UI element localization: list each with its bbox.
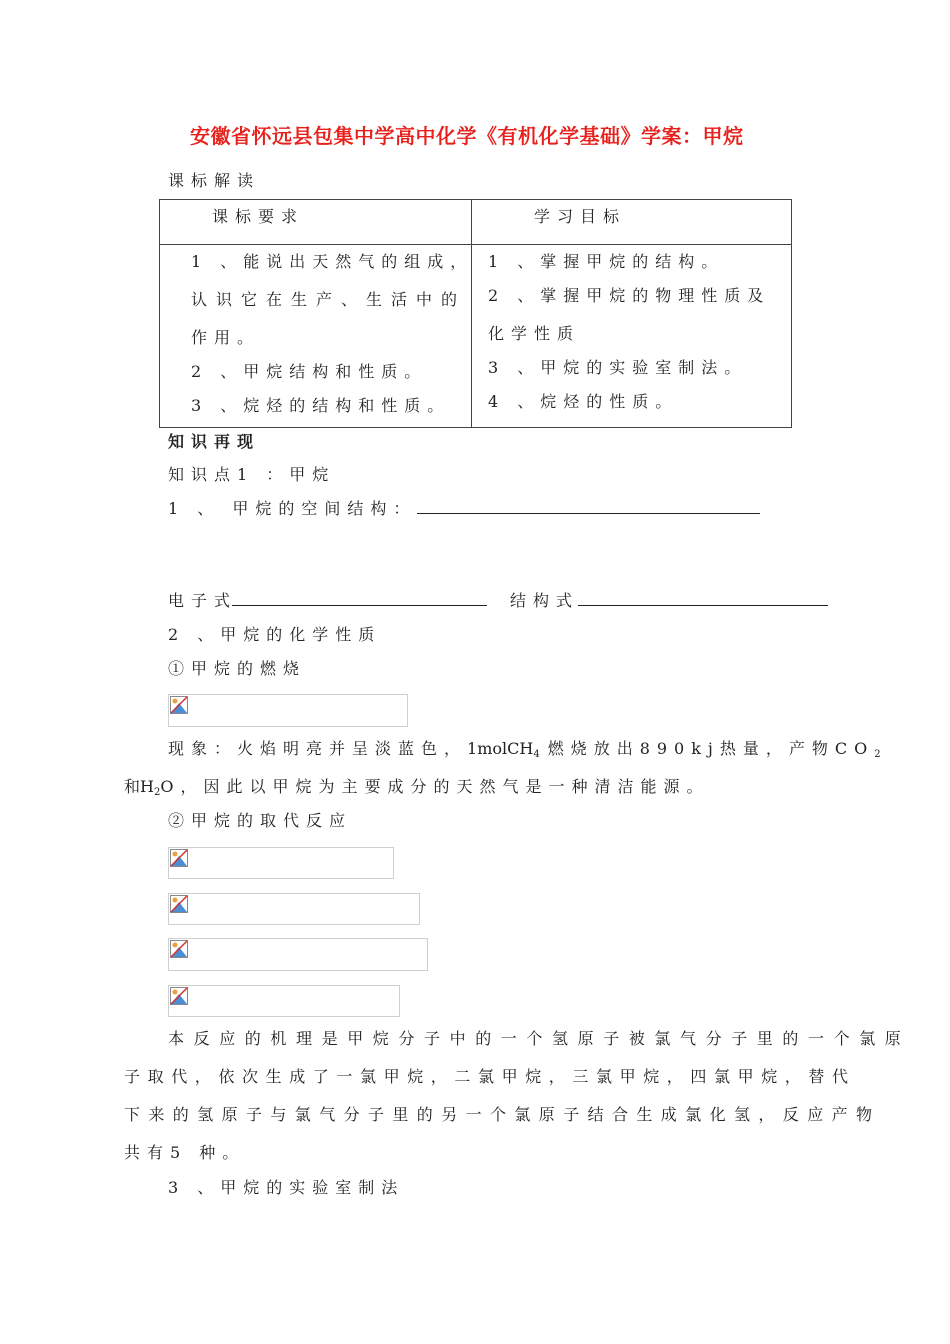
question-2: 2 、甲烷的化学性质: [168, 625, 382, 644]
equation-image-combustion: [168, 694, 408, 727]
equation-image-substitution-1: [168, 847, 394, 879]
h2o-formula: 和H: [124, 777, 154, 796]
objective-line: 化学性质: [488, 324, 581, 343]
requirement-line: 1 、能说出天然气的组成，: [191, 252, 474, 271]
phenomenon-text-2: 燃烧放出890kj热量，产物CO: [547, 739, 875, 758]
answer-blank-structure[interactable]: [417, 513, 760, 514]
equation-image-substitution-4: [168, 985, 400, 1017]
requirement-line: 作用。: [191, 328, 261, 347]
h2o-subscript: 2: [153, 787, 161, 798]
broken-image-icon: [170, 696, 188, 714]
mechanism-line: 本反应的机理是甲烷分子中的一个氢原子被氯气分子里的一个氯原: [168, 1029, 911, 1048]
knowledge-point-1: 知识点1 ：甲烷: [168, 465, 336, 484]
standards-table: [159, 199, 792, 428]
requirement-line: 认识它在生产、生活中的: [191, 290, 467, 309]
phenomenon-text: 现象：火焰明亮并呈淡蓝色，: [168, 739, 468, 758]
combustion-heading: ①甲烷的燃烧: [168, 659, 307, 678]
phenomenon-line-1: [168, 736, 881, 760]
ch4-subscript: 4: [533, 749, 540, 760]
mechanism-line: 子取代，依次生成了一氯甲烷，二氯甲烷，三氯甲烷，四氯甲烷，替代: [124, 1067, 856, 1086]
equation-image-substitution-3: [168, 938, 428, 971]
objective-line: 3 、甲烷的实验室制法。: [488, 358, 748, 377]
question-1-text: 1 、 甲烷的空间结构：: [168, 499, 417, 518]
co2-subscript: 2: [874, 749, 881, 760]
objective-line: 2 、掌握甲烷的物理性质及: [488, 286, 771, 305]
question-3: 3 、甲烷的实验室制法: [168, 1178, 405, 1197]
ch4-formula: 1molCH: [467, 739, 534, 758]
mechanism-line: 下来的氢原子与氯气分子里的另一个氯原子结合生成氯化氢，反应产物: [124, 1105, 881, 1124]
mechanism-line: 共有5 种。: [124, 1143, 246, 1162]
answer-blank-electron[interactable]: [232, 605, 487, 606]
broken-image-icon: [170, 940, 188, 958]
header-objectives: 学习目标: [534, 207, 627, 226]
equation-image-substitution-2: [168, 893, 420, 925]
requirement-line: 3 、烷烃的结构和性质。: [191, 396, 451, 415]
header-requirements: 课标要求: [212, 207, 305, 226]
substitution-heading: ②甲烷的取代反应: [168, 811, 353, 830]
phenomenon-line-2: [124, 774, 709, 798]
broken-image-icon: [170, 849, 188, 867]
requirement-line: 2 、甲烷结构和性质。: [191, 362, 428, 381]
section-reading: 课标解读: [168, 171, 261, 190]
electron-formula-label: 电子式: [168, 591, 238, 610]
objective-line: 4 、烷烃的性质。: [488, 392, 679, 411]
objective-line: 1 、掌握甲烷的结构。: [488, 252, 725, 271]
broken-image-icon: [170, 895, 188, 913]
broken-image-icon: [170, 987, 188, 1005]
answer-blank-structural[interactable]: [578, 605, 828, 606]
phenomenon-text-3: O，因此以甲烷为主要成分的天然气是一种清洁能源。: [160, 777, 710, 796]
question-1: [168, 496, 416, 519]
knowledge-title: 知识再现: [168, 432, 261, 451]
document-title: 安徽省怀远县包集中学高中化学《有机化学基础》学案：甲烷: [190, 124, 744, 148]
structure-formula-label: 结构式: [510, 591, 580, 610]
